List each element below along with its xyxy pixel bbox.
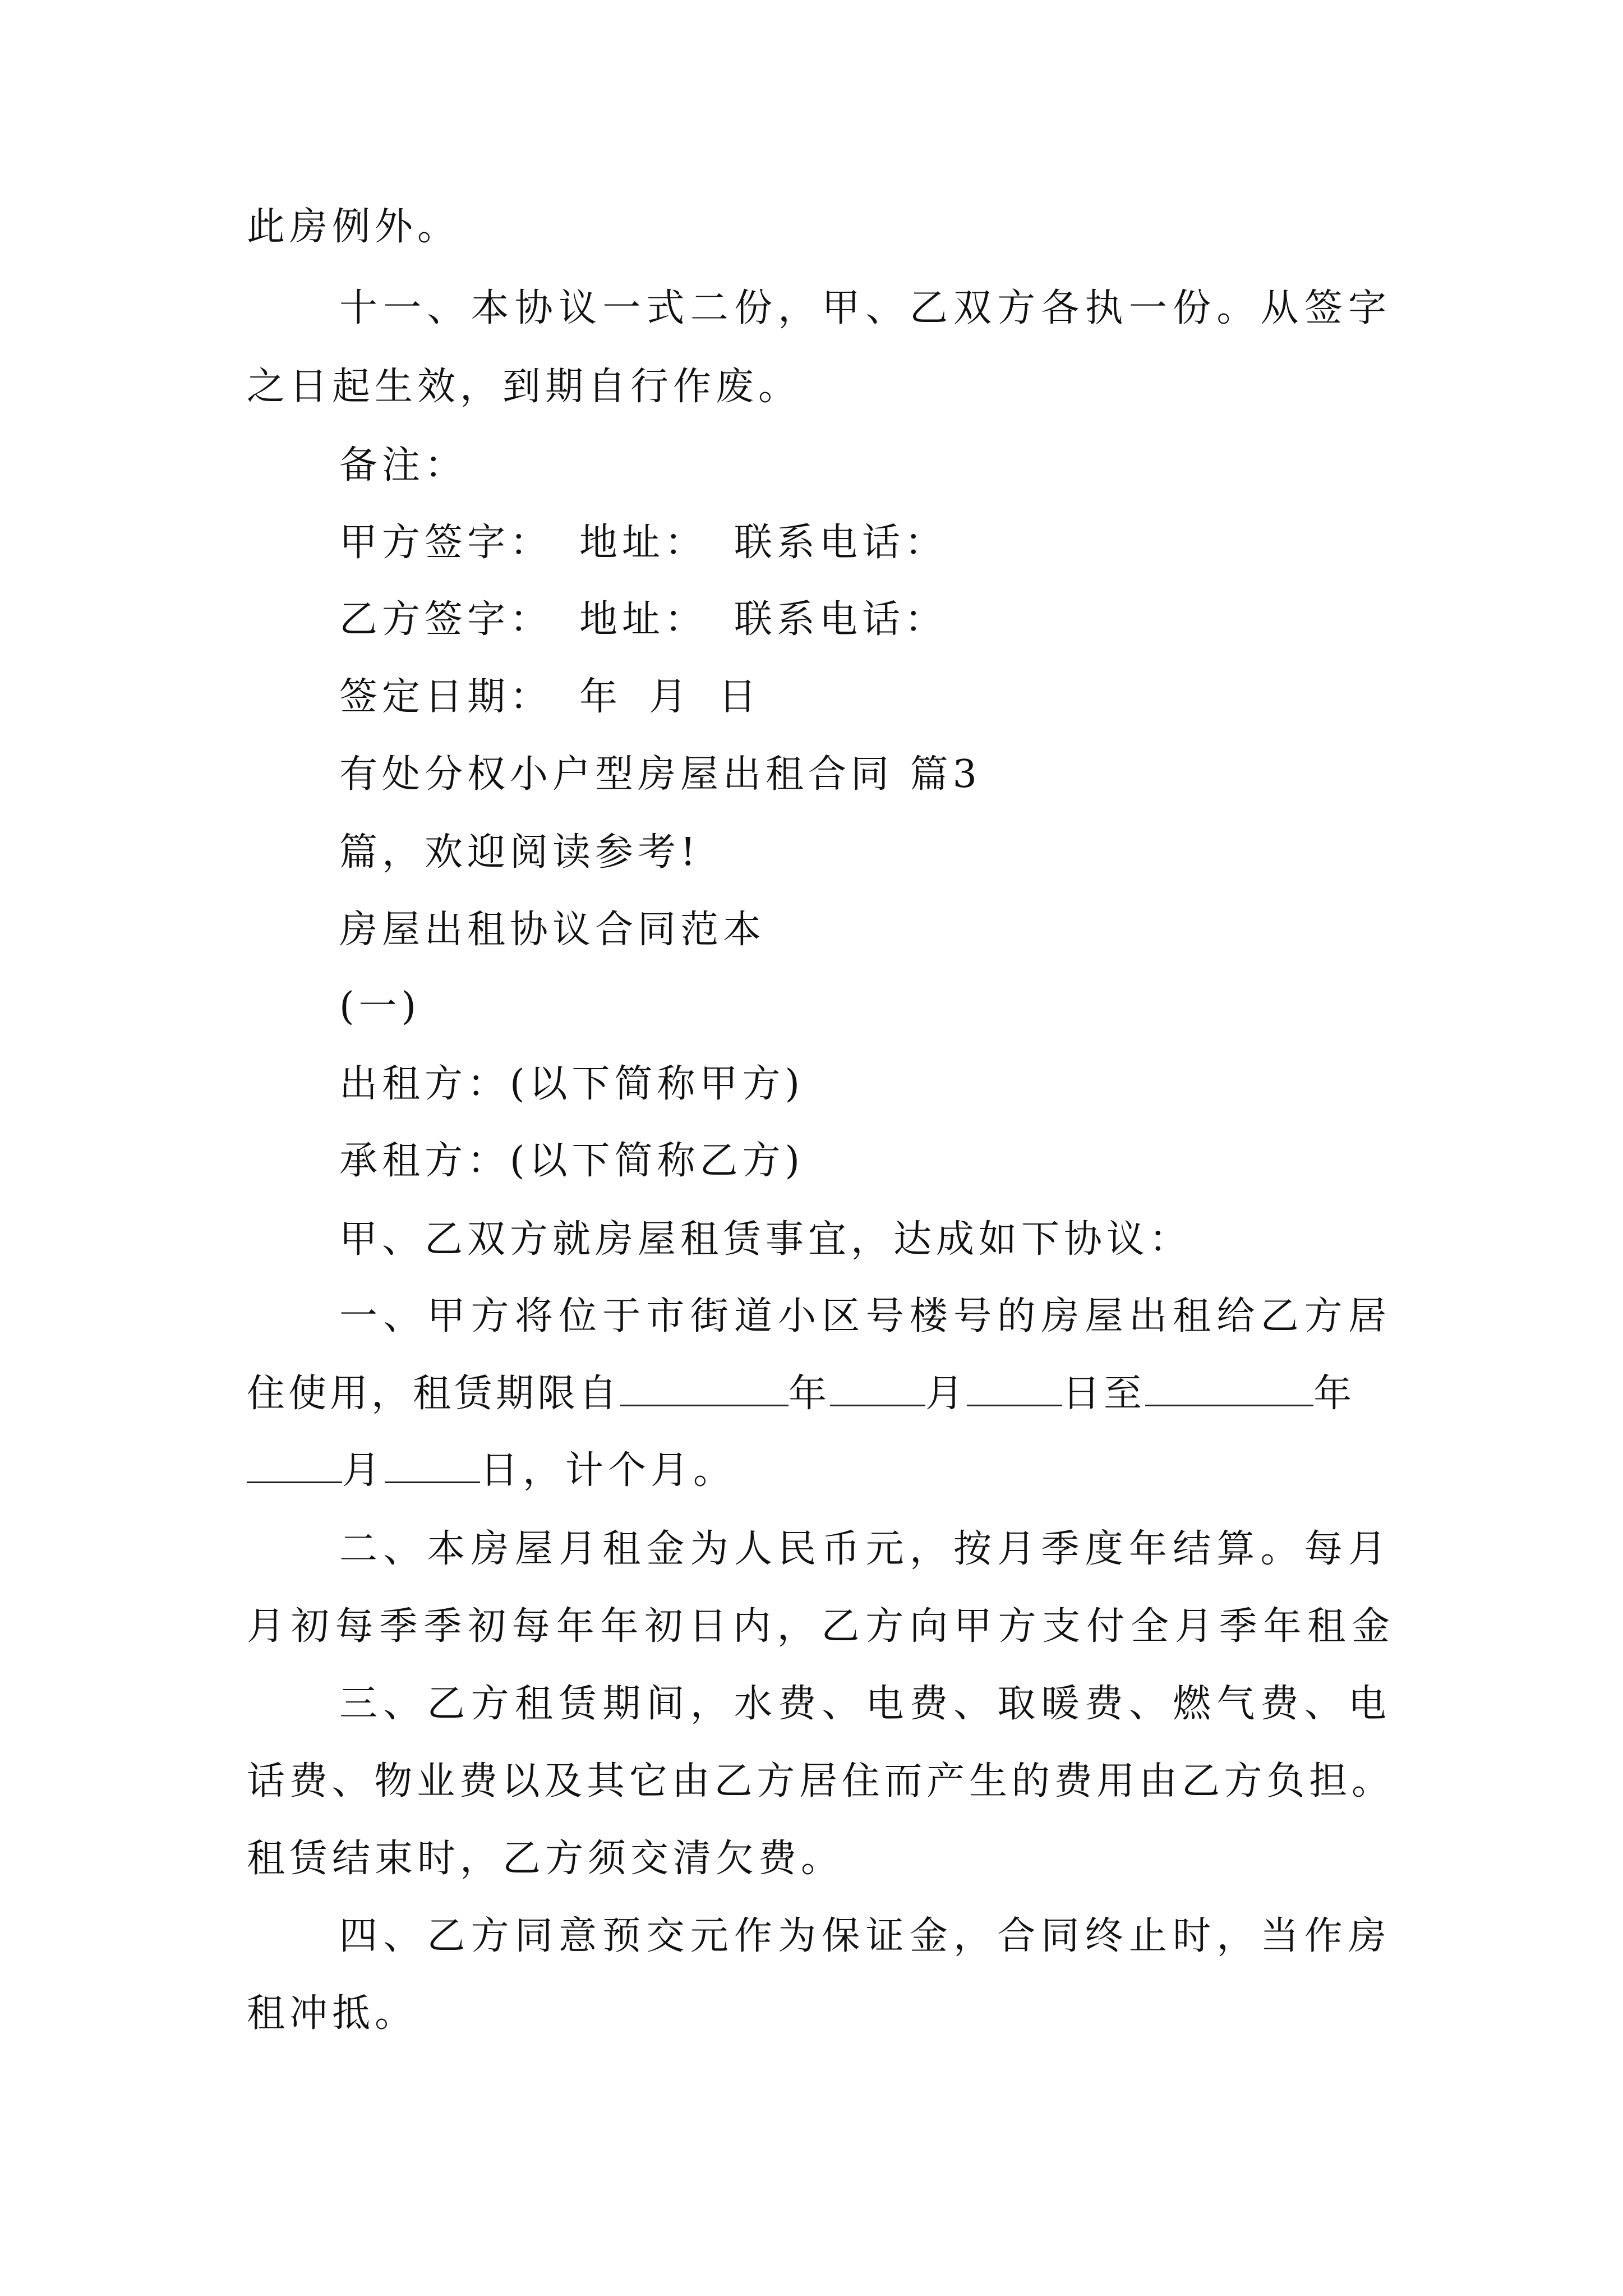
month-label: 月	[649, 675, 692, 719]
year-label: 年	[789, 1372, 831, 1416]
end-day-blank	[385, 1447, 480, 1483]
party-a-signature-label: 甲方签字：	[339, 521, 553, 565]
end-month-blank	[247, 1447, 342, 1483]
clause-3-line-1: 三、乙方租赁期间，水费、电费、取暖费、燃气费、电	[339, 1682, 1391, 1726]
signing-date-label: 签定日期：	[339, 675, 553, 719]
party-b-signature-label: 乙方签字：	[339, 597, 553, 642]
year-label: 年	[1313, 1372, 1355, 1416]
text-line: 篇，欢迎阅读参考!	[339, 830, 700, 875]
remarks-label: 备注：	[339, 443, 468, 487]
clause-3-line-2: 话费、物业费以及其它由乙方居住而产生的费用由乙方负担。	[247, 1759, 1391, 1803]
clause-4-line-2: 租冲抵。	[247, 1991, 418, 2036]
signing-date-row	[339, 669, 1391, 725]
day-label: 日	[718, 675, 762, 719]
party-a-address-label: 地址：	[579, 521, 708, 565]
clause-1-line-1: 一、甲方将位于市街道小区号楼号的房屋出租给乙方居	[339, 1294, 1391, 1338]
start-day-blank	[967, 1370, 1062, 1406]
clause-1-line-3	[247, 1443, 1391, 1499]
term-months-text: 日，计个月。	[480, 1448, 736, 1493]
clause-11-line-2: 之日起生效，到期自行作废。	[247, 365, 801, 409]
month-label: 月	[342, 1448, 385, 1493]
clause-2-line-1: 二、本房屋月租金为人民币元，按月季度年结算。每月	[339, 1527, 1391, 1571]
clause-3-line-3: 租赁结束时，乙方须交清欠费。	[247, 1837, 844, 1881]
clause-1-line-2	[247, 1366, 1391, 1422]
clause-2-line-2: 月初每季季初每年年初日内，乙方向甲方支付全月季年租金	[247, 1604, 1391, 1649]
party-b-address-label: 地址：	[579, 597, 708, 642]
clause-4-line-1: 四、乙方同意预交元作为保证金，合同终止时，当作房	[339, 1914, 1391, 1958]
lessee-line: 承租方：(以下简称乙方)	[339, 1139, 805, 1183]
month-label: 月	[925, 1372, 967, 1416]
party-b-phone-label: 联系电话：	[734, 597, 948, 642]
party-a-signature-row	[339, 515, 1391, 571]
start-year-blank	[620, 1370, 789, 1406]
text-line: 此房例外。	[247, 205, 460, 249]
lessor-line: 出租方：(以下简称甲方)	[339, 1062, 805, 1106]
party-b-signature-row	[339, 592, 1391, 648]
subsection-number: (一)	[339, 984, 421, 1029]
contract-title: 房屋出租协议合同范本	[339, 908, 766, 952]
agreement-intro: 甲、乙双方就房屋租赁事宜，达成如下协议：	[339, 1217, 1192, 1262]
year-label: 年	[579, 675, 623, 719]
lease-term-text: 住使用，租赁期限自	[247, 1372, 621, 1416]
start-month-blank	[830, 1370, 925, 1406]
section-heading: 有处分权小户型房屋出租合同 篇3	[339, 752, 981, 797]
party-a-phone-label: 联系电话：	[734, 521, 948, 565]
clause-11-line-1: 十一、本协议一式二份，甲、乙双方各执一份。从签字	[339, 286, 1391, 330]
end-year-blank	[1145, 1370, 1313, 1406]
day-to-label: 日至	[1062, 1372, 1146, 1416]
